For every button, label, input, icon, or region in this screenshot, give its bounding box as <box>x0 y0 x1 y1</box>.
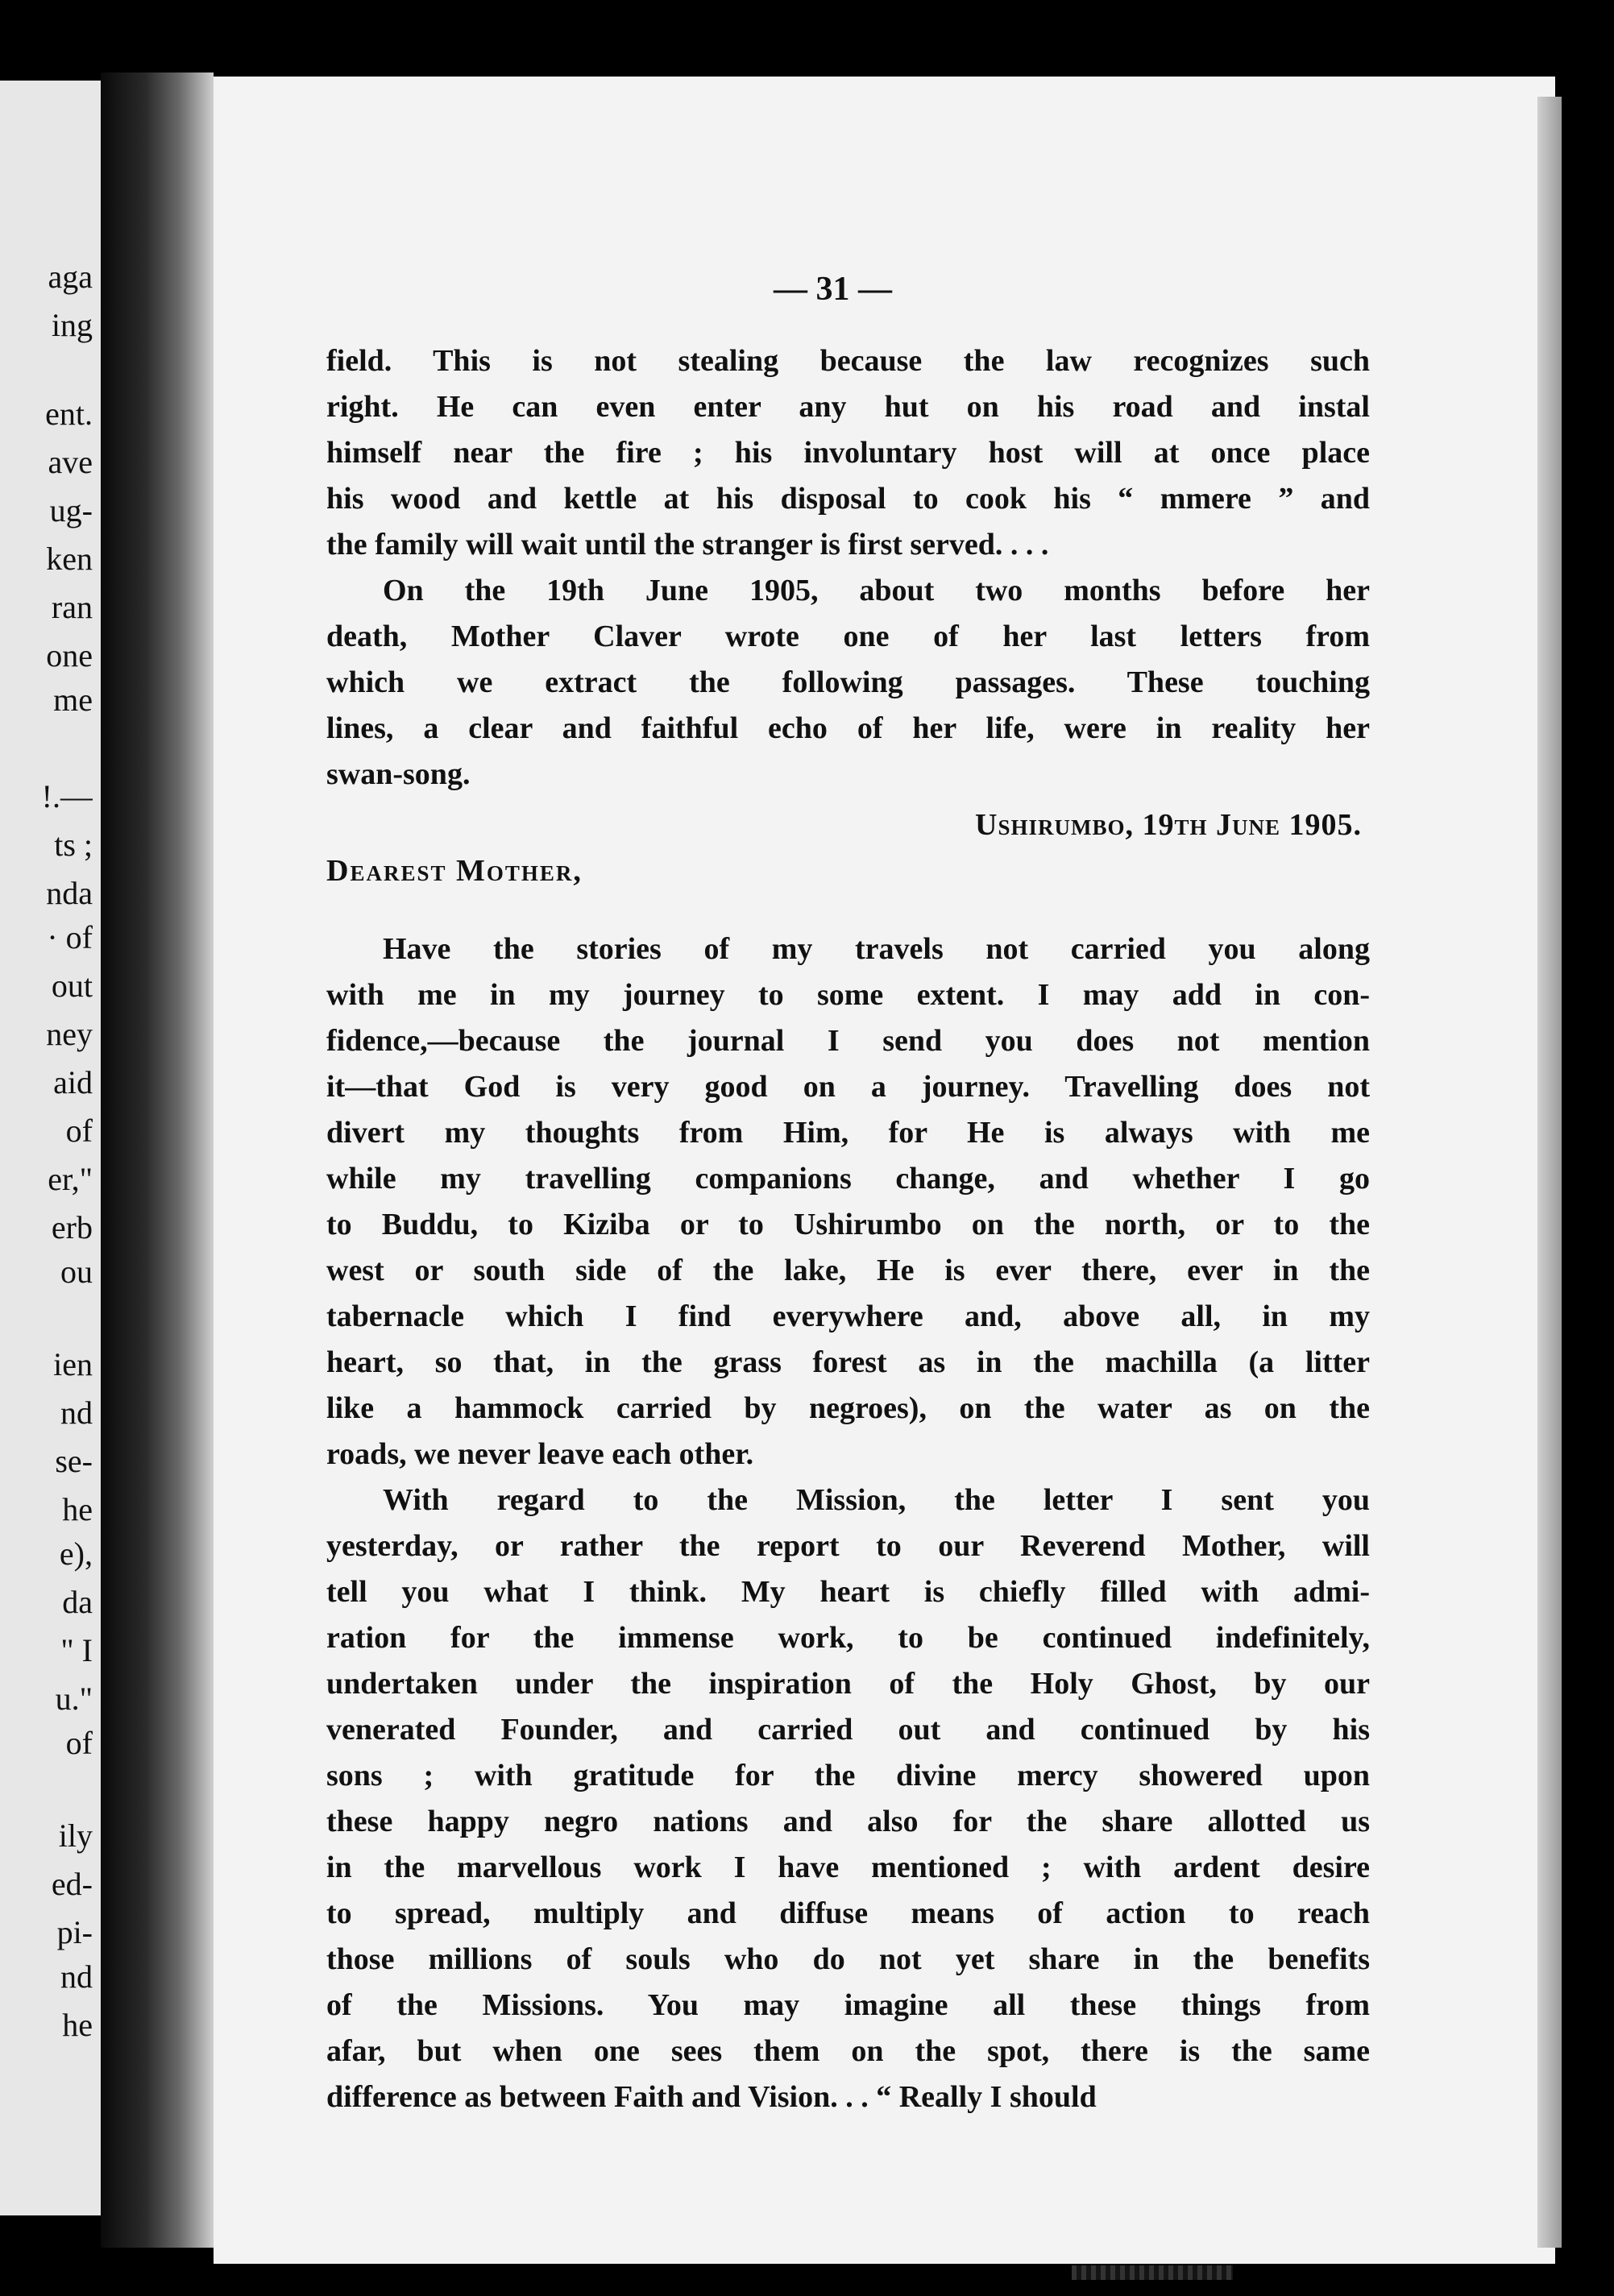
page-edge <box>1537 97 1562 2248</box>
left-page-fragment: nd <box>60 1395 93 1431</box>
text-line: of the Missions. You may imagine all these things from <box>326 1988 1370 2022</box>
page-body <box>326 338 1370 2120</box>
text-line: yesterday, or rather the report to our Reverend Mother, will <box>326 1529 1370 1563</box>
left-page-fragment: of <box>65 1113 93 1149</box>
text-line: to spread, multiply and diffuse means of action to reach <box>326 1896 1370 1930</box>
left-page-fragment: he <box>62 1491 93 1527</box>
text-line: field. This is not stealing because the law recognizes such <box>326 344 1370 378</box>
text-line: With regard to the Mission, the letter I sent you <box>383 1483 1370 1517</box>
text-line: fidence,—because the journal I send you does not mention <box>326 1024 1370 1058</box>
left-page-fragment: er," <box>48 1161 93 1197</box>
scan-artifact <box>1072 2265 1233 2280</box>
left-page-fragment: me <box>53 682 93 718</box>
text-line: to Buddu, to Kiziba or to Ushirumbo on the north, or to the <box>326 1208 1370 1241</box>
text-line: west or south side of the lake, He is ever there, ever in the <box>326 1254 1370 1287</box>
text-line: these happy negro nations and also for the share allotted us <box>326 1805 1370 1838</box>
text-line: death, Mother Claver wrote one of her last letters from <box>326 620 1370 653</box>
text-line: while my travelling companions change, and whether I go <box>326 1162 1370 1196</box>
left-page-fragment: · of <box>47 919 93 955</box>
paragraph-3 <box>326 926 1370 1477</box>
text-line: On the 19th June 1905, about two months before her <box>383 574 1370 607</box>
left-page-fragment: nda <box>46 875 93 911</box>
left-page-fragment: e), <box>59 1536 93 1572</box>
left-page-fragment: nd <box>60 1958 93 1995</box>
left-page-fragment: ran <box>51 589 93 625</box>
left-page-fragment: ien <box>53 1346 93 1382</box>
book-gutter <box>101 73 214 2248</box>
text-line: tell you what I think. My heart is chiefly filled with admi- <box>326 1575 1370 1609</box>
paragraph-1 <box>326 338 1370 568</box>
text-line: with me in my journey to some extent. I may add in con- <box>326 978 1370 1012</box>
text-line: divert my thoughts from Him, for He is always with me <box>326 1116 1370 1150</box>
text-line: sons ; with gratitude for the divine mercy showered upon <box>326 1759 1370 1792</box>
left-page-fragment: aga <box>48 259 93 295</box>
left-page-fragment: se- <box>55 1443 93 1479</box>
left-page-fragment: he <box>62 2007 93 2043</box>
text-line: swan-song. <box>326 757 471 791</box>
left-page-fragment: ts ; <box>54 827 93 863</box>
left-page-fragment: da <box>62 1584 93 1620</box>
text-line: heart, so that, in the grass forest as in the machilla (a litter <box>326 1345 1370 1379</box>
left-page-fragment: ney <box>46 1016 93 1052</box>
left-page-fragment: ily <box>58 1817 93 1854</box>
left-page-fragment: of <box>65 1725 93 1761</box>
text-line: himself near the fire ; his involuntary host will at once place <box>326 436 1370 470</box>
left-page-fragment: aid <box>53 1064 93 1100</box>
left-page-fragment: !.— <box>41 778 93 814</box>
left-page-fragment: erb <box>51 1209 93 1245</box>
text-line: lines, a clear and faithful echo of her life, were in reality her <box>326 711 1370 745</box>
text-line: which we extract the following passages. These touching <box>326 665 1370 699</box>
text-line: undertaken under the inspiration of the Holy Ghost, by our <box>326 1667 1370 1701</box>
text-line: his wood and kettle at his disposal to cook his “ mmere ” and <box>326 482 1370 516</box>
text-line: Have the stories of my travels not carried you along <box>383 932 1370 966</box>
paragraph-4 <box>326 1477 1370 2120</box>
text-line: difference as between Faith and Vision. . . “ Really I should <box>326 2080 1097 2114</box>
text-line: the family will wait until the stranger is first served. . . . <box>326 528 1049 562</box>
text-line: it—that God is very good on a journey. Travelling does not <box>326 1070 1370 1104</box>
text-line: venerated Founder, and carried out and continued by his <box>326 1713 1370 1747</box>
letter-place-date: Ushirumbo, 19th June 1905. <box>975 808 1362 842</box>
left-page-fragment: pi- <box>56 1914 93 1950</box>
page-number: — 31 — <box>774 271 892 308</box>
left-page-fragment: ken <box>46 541 93 577</box>
left-page-fragment: u." <box>55 1681 93 1717</box>
left-page-fragment: ed- <box>51 1866 93 1902</box>
paragraph-2 <box>326 568 1370 798</box>
left-facing-page <box>0 81 101 2215</box>
text-line: afar, but when one sees them on the spot, there is the same <box>326 2034 1370 2068</box>
text-line: ration for the immense work, to be continued indefinitely, <box>326 1621 1370 1655</box>
left-page-fragment: ug- <box>49 492 93 528</box>
left-page-fragment: ing <box>51 307 93 343</box>
left-page-fragment: one <box>46 637 93 673</box>
text-line: roads, we never leave each other. <box>326 1437 754 1471</box>
letter-salutation: Dearest Mother, <box>326 854 583 888</box>
left-page-fragment: ou <box>60 1254 93 1290</box>
left-page-fragment: " I <box>60 1632 93 1668</box>
text-line: in the marvellous work I have mentioned ; with ardent desire <box>326 1850 1370 1884</box>
text-line: those millions of souls who do not yet share in the benefits <box>326 1942 1370 1976</box>
left-page-fragment: out <box>51 968 93 1004</box>
text-line: right. He can even enter any hut on his road and instal <box>326 390 1370 424</box>
left-page-fragment: ent. <box>45 396 93 432</box>
text-line: like a hammock carried by negroes), on the water as on the <box>326 1391 1370 1425</box>
text-line: tabernacle which I find everywhere and, above all, in my <box>326 1299 1370 1333</box>
left-page-fragment: ave <box>48 444 93 480</box>
